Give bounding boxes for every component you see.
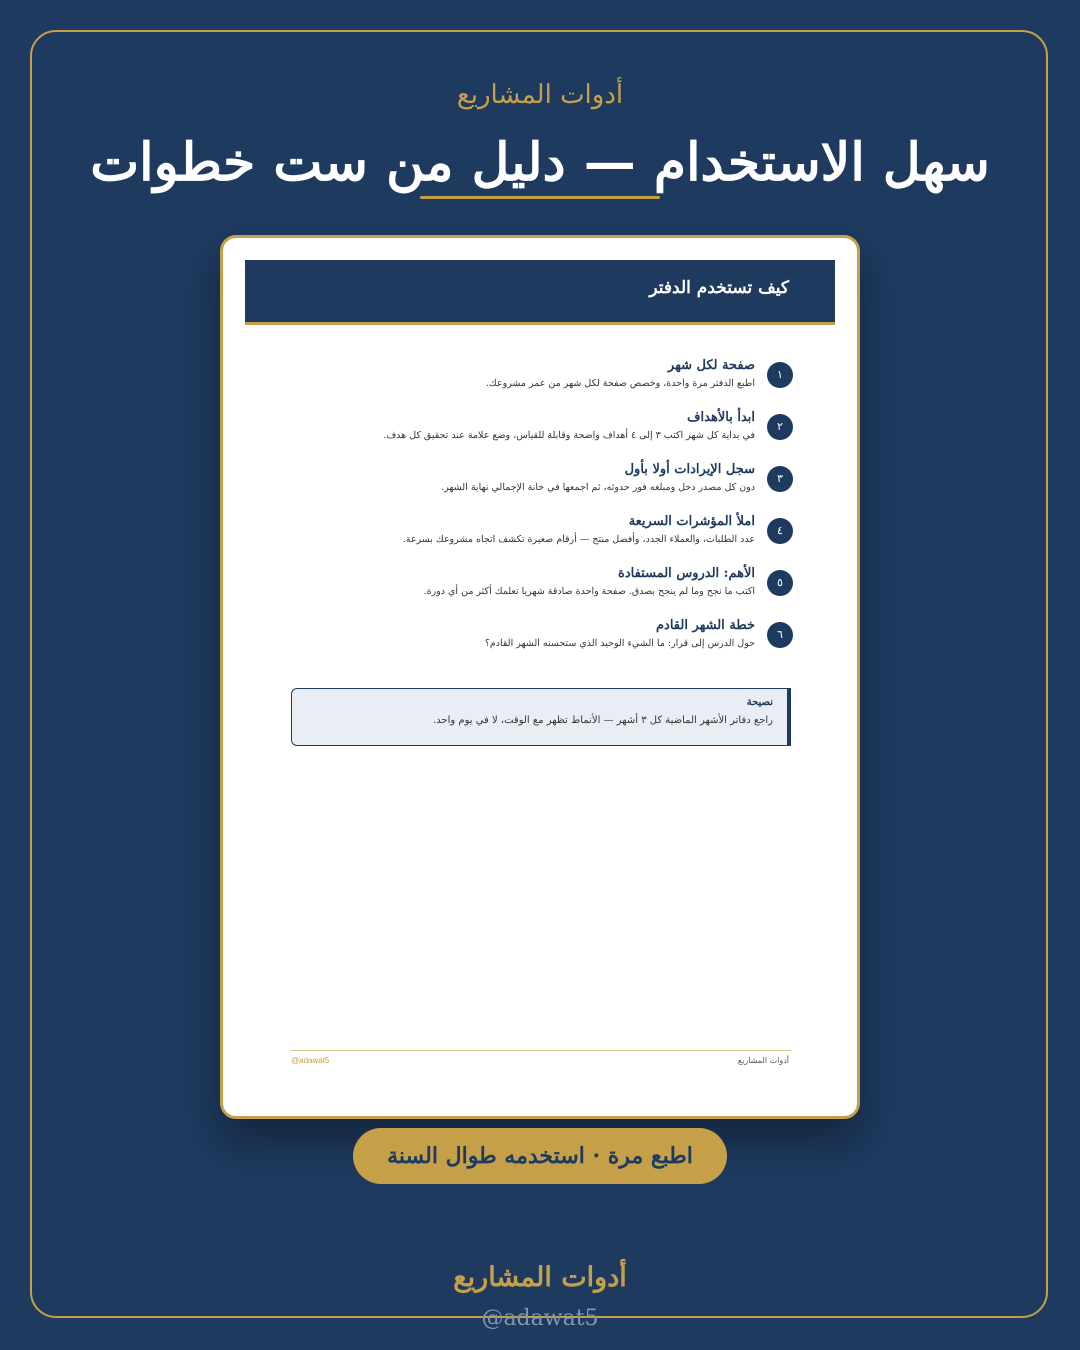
tip-text: راجع دفاتر الأشهر الماضية كل ٣ أشهر — الأنماط تظهر مع الوقت، لا في يوم واحد. xyxy=(432,715,773,726)
social-handle: @adawat5 xyxy=(481,1306,599,1331)
step-item xyxy=(283,514,793,566)
card-footer-divider xyxy=(291,1050,791,1051)
step-item xyxy=(283,462,793,514)
page-headline: سهل الاستخدام — دليل من ست خطوات xyxy=(90,132,990,193)
card-header xyxy=(245,260,835,325)
step-description: اطبع الدفتر مرة واحدة، وخصص صفحة لكل شهر من عمر مشروعك. xyxy=(485,378,755,389)
step-number-badge: ٦ xyxy=(767,622,793,648)
brand-label-top: أدوات المشاريع xyxy=(456,80,624,110)
step-description: اكتب ما نجح وما لم ينجح بصدق. صفحة واحدة صادقة شهريا تعلمك أكثر من أي دورة. xyxy=(423,586,755,597)
brand-label-bottom: أدوات المشاريع xyxy=(453,1262,627,1293)
step-number-badge: ٥ xyxy=(767,570,793,596)
step-description: عدد الطلبات، والعملاء الجدد، وأفضل منتج — أرقام صغيرة تكشف اتجاه مشروعك بسرعة. xyxy=(402,534,755,545)
step-number-badge: ٤ xyxy=(767,518,793,544)
notebook-preview-card xyxy=(220,235,860,1119)
card-footer-handle: @adawat5 xyxy=(291,1056,330,1065)
step-number-badge: ٢ xyxy=(767,414,793,440)
step-description: في بداية كل شهر اكتب ٣ إلى ٤ أهداف واضحة وقابلة للقياس، وضع علامة عند تحقيق كل هدف. xyxy=(383,430,755,441)
step-title: ابدأ بالأهداف xyxy=(687,410,755,425)
step-description: حول الدرس إلى قرار: ما الشيء الوحيد الذي ستحسنه الشهر القادم؟ xyxy=(484,638,755,649)
step-title: سجل الإيرادات أولا بأول xyxy=(624,462,755,477)
step-title: الأهم: الدروس المستفادة xyxy=(618,566,755,581)
step-title: صفحة لكل شهر xyxy=(667,358,755,373)
tip-box xyxy=(291,688,791,746)
headline-underline xyxy=(420,196,660,199)
step-item xyxy=(283,410,793,462)
step-title: املأ المؤشرات السريعة xyxy=(628,514,755,529)
steps-list xyxy=(283,358,793,670)
step-number-badge: ٣ xyxy=(767,466,793,492)
card-header-title: كيف تستخدم الدفتر xyxy=(649,278,789,298)
step-item xyxy=(283,618,793,670)
tip-label: نصيحة xyxy=(746,697,773,708)
step-item xyxy=(283,358,793,410)
print-once-badge: اطبع مرة · استخدمه طوال السنة xyxy=(353,1128,727,1184)
step-number-badge: ١ xyxy=(767,362,793,388)
step-item xyxy=(283,566,793,618)
step-title: خطة الشهر القادم xyxy=(655,618,755,633)
card-footer-brand: أدوات المشاريع xyxy=(737,1056,789,1065)
step-description: دون كل مصدر دخل ومبلغه فور حدوثه، ثم اجمعها في خانة الإجمالي نهاية الشهر. xyxy=(441,482,755,493)
